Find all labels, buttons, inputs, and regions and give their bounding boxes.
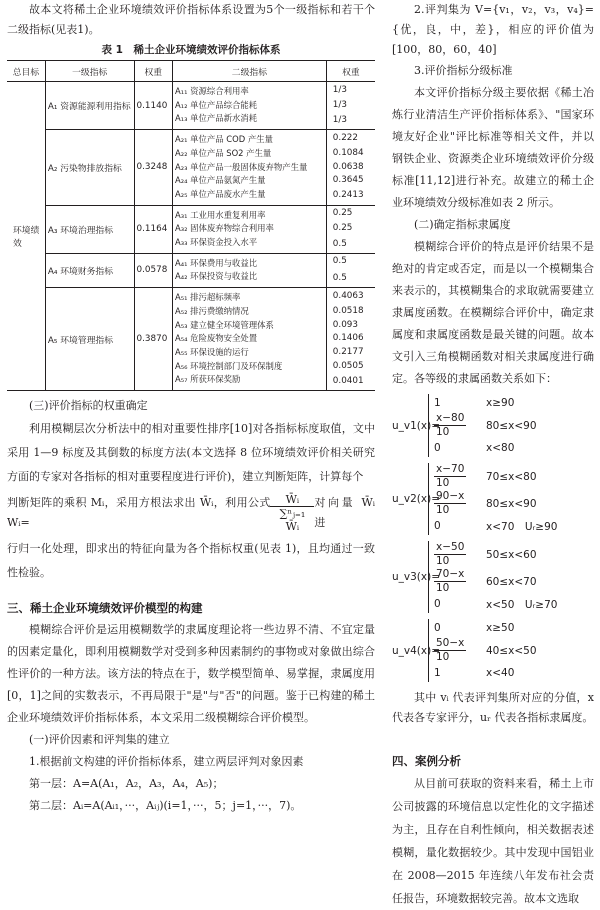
case-condition: 70≤x<80 [486,470,537,483]
function-case [434,595,594,613]
section-4-title: 四、案例分析 [392,754,461,768]
level2-indicator: A₄₁ 环保费用与收益比 [173,253,327,270]
fraction-numerator: 70−x [436,568,465,580]
case-condition: 40≤x<50 [486,644,537,657]
level2-indicator: A₅₁ 排污超标频率 [173,288,327,305]
membership-functions [392,394,594,682]
case-expression: 0 [434,598,441,610]
fraction-denominator: 10 [436,426,450,438]
level1-indicator: A₁ 资源能源利用指标 [45,82,134,130]
membership-paragraph: 模糊综合评价的特点是评价结果不是绝对的肯定或否定，而是以一个模糊集合来表示的，其模糊集合的求取就需要建立隶属度函数。在模糊综合评价中，确定隶属度和隶属度函数是最关键的问题。故本文引入三角模糊函数对相关隶属度进行确定。各等级的隶属函数关系如下： [392,240,594,385]
subsection-1-p1: 1.根据前文构建的评价指标体系，建立两层评判对象因素 [29,755,304,769]
level1-indicator: A₅ 环境管理指标 [45,288,134,391]
table-row [7,205,375,222]
level2-indicator: A₂₂ 单位产品 SO2 产生量 [173,147,327,161]
level2-indicator: A₁₃ 单位产品新水消耗 [173,112,327,129]
level2-indicator: A₅₄ 危险废物安全处置 [173,332,327,346]
s3-paragraph-1: 利用模糊层次分析法中的相对重要性排序[10]对各指标标度取值，文中采用 1—9 标度及其倒数的标度方法(本文选择 8 位环境绩效评价相关研究方面的专家对各指标的相对重要程度进行评价)，建立判断矩阵，计算每个 [7,422,375,484]
function-name: u_v1(x)= [392,419,441,432]
header-weight2: 权重 [326,61,375,82]
level2-weight: 0.5 [326,236,375,253]
header-level2: 二级指标 [173,61,327,82]
weight-formula-fraction [270,493,314,533]
table-body [7,82,375,391]
function-case [434,490,594,517]
fraction-denominator: 10 [436,582,450,594]
case-fraction [434,463,466,490]
header-weight1: 权重 [134,61,172,82]
brace-line [428,541,429,613]
level2-indicator: A₅₅ 环保设施的运行 [173,346,327,360]
level2-weight: 1/3 [326,112,375,129]
level2-weight: 0.5 [332,256,347,267]
notation-paragraph: 其中 vᵢ 代表评判集所对应的分值，x代表各专家评分，uᵣ 代表各指标隶属度。 [392,691,594,724]
level1-indicator: A₂ 污染物排放指标 [45,130,134,206]
table-row [7,130,375,147]
s3-formula-text-a: 判断矩阵的乘积 Mᵢ，采用方根法求出 W̄ᵢ，利用公式 Wᵢ= [7,496,271,530]
brace-line [428,463,429,535]
indicator-table [7,60,375,391]
level2-indicator: A₂₃ 单位产品一般固体废弃物产生量 [173,161,327,175]
fraction-denominator: 10 [436,504,450,516]
function-case [434,394,594,412]
function-case [434,664,594,682]
case-condition: 50≤x<60 [486,548,537,561]
level1-weight: 0.3248 [134,130,172,206]
fraction-denominator: 10 [436,555,450,567]
level2-weight: 0.093 [332,319,358,330]
section-3-paragraph: 模糊综合评价是运用模糊数学的隶属度理论将一些边界不清、不宜定量的因素定量化，即利用模糊数学对受到多种因素制约的事物或对象做出综合性评价的一种方法。该方法的特点在于，数学模型简单、易掌握，隶属度用[0，1]之间的实数表示，不再局限于"是"与"否"的问题。鉴于已构建的稀土企业环境绩效评价指标体系，本文采用二级模糊综合评价模型。 [7,623,375,725]
case-condition: x<80 [486,442,515,454]
s3-formula-line [7,493,375,533]
level1-weight: 0.0578 [134,253,172,287]
level2-weight: 0.0638 [332,161,364,172]
fraction-numerator: 50−x [436,637,465,649]
case-expression: 0 [434,442,441,454]
s3-formula-text-b: 对向量 W̄ᵢ 进 [314,496,375,530]
case-expression [434,541,486,568]
membership-function [392,619,594,682]
fraction-denominator: 10 [436,651,450,663]
level2-weight: 0.0505 [332,360,364,371]
level2-indicator: A₅₇ 所获环保奖励 [173,373,327,390]
case-fraction [434,541,466,568]
case-expression: 0 [434,622,441,634]
level2-weight: 0.5 [326,270,375,287]
level2-weight: 0.1406 [332,333,364,344]
membership-function [392,463,594,535]
level1-weight: 0.1140 [134,82,172,130]
layer-2: 第二层：Aᵢ=A(Aᵢ₁，···，Aᵢⱼ)(i=1，···，5；j=1，···，7)。 [29,799,302,813]
function-name: u_v4(x)= [392,644,441,657]
fraction-numerator: 90−x [436,490,465,502]
function-case [434,517,594,535]
level2-weight: 1/3 [332,84,347,95]
table-caption: 表 1 稀土企业环境绩效评价指标体系 [101,44,281,56]
level2-weight: 0.3645 [332,175,364,186]
level2-indicator: A₂₄ 单位产品氨氮产生量 [173,174,327,188]
case-condition: 60≤x<70 [486,575,537,588]
level2-weight: 0.222 [332,132,358,143]
level2-indicator: A₂₅ 单位产品废水产生量 [173,188,327,205]
brace-line [428,619,429,682]
level1-indicator: A₃ 环境治理指标 [45,205,134,253]
layer-1: 第一层：A=A(A₁，A₂，A₃，A₄，A₅)； [29,777,224,791]
case-expression: 1 [434,667,441,679]
case-expression [434,637,486,664]
table-row [7,253,375,270]
formula-numerator: W̄ᵢ [270,493,314,507]
s3-title: (三)评价指标的权重确定 [29,399,148,413]
function-case [434,541,594,568]
level2-weight: 0.2413 [326,188,375,205]
fraction-numerator: x−80 [436,412,465,424]
level2-indicator: A₅₆ 环境控制部门及环保制度 [173,360,327,374]
membership-title: (二)确定指标隶属度 [414,218,511,231]
case-condition: 80≤x<90 [486,419,537,432]
function-name: u_v2(x)= [392,493,441,505]
fraction-numerator: x−50 [436,541,465,553]
level2-weight: 0.25 [332,223,353,234]
level2-weight: 0.4063 [332,290,364,301]
case-analysis-paragraph: 从目前可获取的资料来看，稀土上市公司披露的环境信息以定性化的文字描述为主，且存在自利性倾向，相关数据表述模糊，量化数据较少。其中发现中国铝业在 2008—2015 年连续八年发布社会责任报告，环境数据较完善。故本文选取 [392,777,594,905]
case-condition: x<40 [486,667,515,679]
function-case [434,463,594,490]
intro-paragraph: 故本文将稀土企业环境绩效评价指标体系设置为5个一级指标和若干个二级指标(见表1)。 [7,3,375,36]
left-column [7,0,375,817]
table-row [7,82,375,99]
level1-weight: 0.3870 [134,288,172,391]
function-case [434,439,594,457]
header-goal: 总目标 [7,61,45,82]
case-condition: x<70 Uᵣ≥90 [486,520,558,533]
level2-indicator: A₁₁ 资源综合利用率 [173,82,327,99]
section-3-title: 三、稀土企业环境绩效评价模型的构建 [7,601,203,616]
case-expression [434,568,486,595]
level2-indicator: A₂₁ 单位产品 COD 产生量 [173,130,327,147]
membership-function [392,541,594,613]
level2-indicator: A₄₂ 环保投资与收益比 [173,270,327,287]
case-expression [434,463,486,490]
function-case [434,619,594,637]
goal-cell: 环境绩效 [7,82,45,391]
level2-indicator: A₅₂ 排污费缴纳情况 [173,305,327,319]
header-level1: 一级指标 [45,61,134,82]
case-condition: x<50 Uᵣ≥70 [486,598,558,611]
table-header-row [7,61,375,82]
function-case [434,412,594,439]
level2-indicator: A₃₂ 固体废弃物综合利用率 [173,222,327,236]
function-case [434,637,594,664]
fraction-numerator: x−70 [436,463,465,475]
grading-standard-heading: 3.评价指标分级标准 [414,64,513,77]
level1-weight: 0.1164 [134,205,172,253]
level2-weight: 1/3 [332,99,347,110]
level2-weight: 0.0518 [332,305,364,316]
case-condition: x≥50 [486,622,515,634]
table-row [7,288,375,305]
grading-standard-paragraph: 本文评价指标分级主要依据《稀土冶炼行业清洁生产评价指标体系》、"国家环境友好企业"评比标准等相关文件，并以钢铁企业、资源类企业环境绩效评价分级标准[11,12]进行补充。故建立的稀土企业环境绩效分级标准如表 2 所示。 [392,86,594,209]
case-expression [434,412,486,439]
rating-set-paragraph: 2.评判集为 V={v₁，v₂，v₃，v₄}={优，良，中，差}，相应的评价值为[100，80，60，40] [392,3,594,56]
membership-function [392,394,594,457]
level2-weight: 0.0401 [326,373,375,390]
level2-indicator: A₃₃ 环保资金投入水平 [173,236,327,253]
function-name: u_v3(x)= [392,571,441,583]
function-case [434,568,594,595]
case-expression: 1 [434,397,441,409]
case-condition: 80≤x<90 [486,497,537,510]
formula-denominator: ∑ⁿⱼ₌₁ W̄ᵢ [279,507,306,534]
level2-indicator: A₅₃ 建立健全环境管理体系 [173,319,327,333]
level2-weight: 0.1084 [332,147,364,158]
s3-paragraph-3: 行归一化处理，即求出的特征向量为各个指标权重(见表 1)，且均通过一致性检验。 [7,542,375,580]
case-expression: 0 [434,520,441,532]
fraction-denominator: 10 [436,477,450,489]
level2-weight: 0.2177 [332,346,364,357]
level2-weight: 0.25 [332,208,353,219]
case-condition: x≥90 [486,397,515,409]
level2-indicator: A₃₁ 工业用水重复利用率 [173,205,327,222]
brace-line [428,394,429,457]
right-column [392,0,594,910]
level1-indicator: A₄ 环境财务指标 [45,253,134,287]
level2-indicator: A₁₂ 单位产品综合能耗 [173,99,327,113]
case-expression [434,490,486,517]
subsection-1-title: (一)评价因素和评判集的建立 [29,733,170,747]
